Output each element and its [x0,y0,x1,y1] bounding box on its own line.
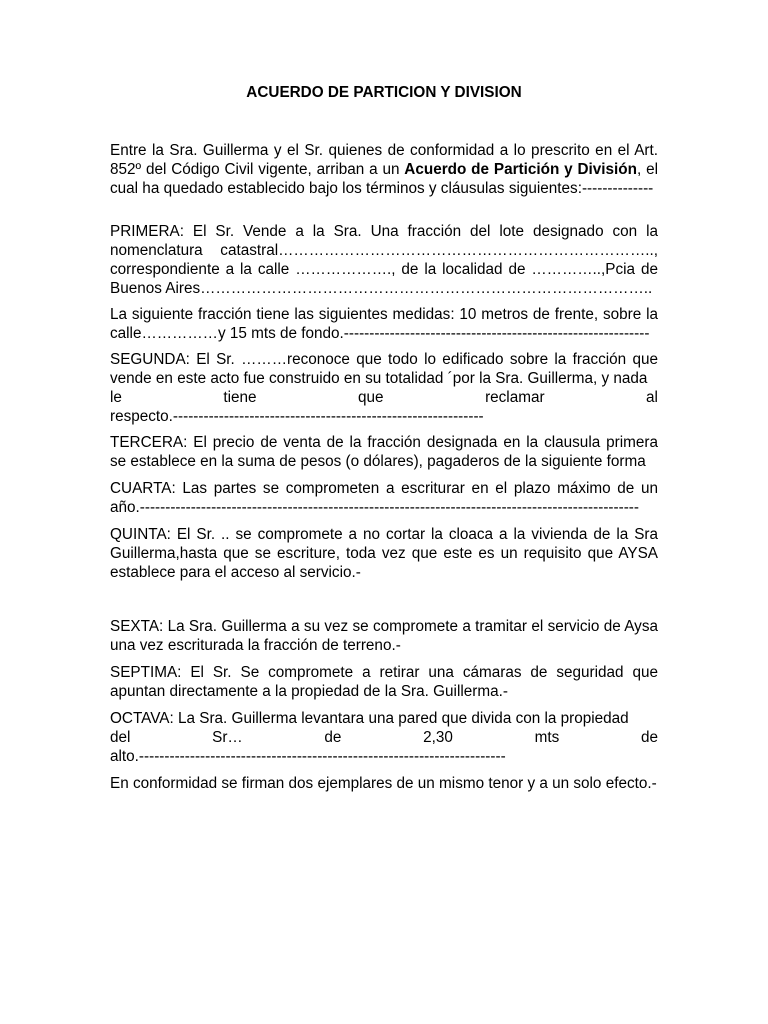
octava-line: OCTAVA: La Sra. Guillerma levantara una pared que divida con la propiedad [110,710,629,727]
octava-justified-line [110,728,658,747]
segunda-word: reclamar [485,389,545,406]
clause-primera: PRIMERA: El Sr. Vende a la Sra. Una fracción del lote designado con la nomenclatura catastral……………………………………………………………….., correspondiente a la calle ………………., de la localidad de …………..,Pcia de Buenos Aires…………………………………………………………………………….. [110,223,658,297]
segunda-tail: respecto.------------------------------------------------------------- [110,408,484,425]
clause-medidas: La siguiente fracción tiene las siguientes medidas: 10 metros de frente, sobre la calle……………y 15 mts de fondo.------------------------------------------------------------ [110,306,658,342]
document-title: ACUERDO DE PARTICION Y DIVISION [246,84,522,101]
octava-word: de [640,729,658,746]
octava-word: 2,30 [423,729,453,746]
clause-segunda [110,350,658,426]
clause-sexta: SEXTA: La Sra. Guillerma a su vez se compromete a tramitar el servicio de Aysa una vez escriturada la fracción de terreno.- [110,618,658,654]
segunda-justified-line [110,388,658,407]
intro-paragraph [110,141,658,198]
clause-octava [110,709,658,766]
intro-text-end: , el cual ha quedado establecido bajo los términos y cláusulas siguientes:-------------- [110,161,659,197]
octava-tail: alto.------------------------------------------------------------------------ [110,748,506,765]
segunda-body: SEGUNDA: El Sr. ………reconoce que todo lo edificado sobre la fracción que vende en este acto fue construido en su totalidad ´por la Sra. Guillerma, y nada [110,351,658,387]
intro-bold-text: Acuerdo de Partición y División [404,161,638,178]
octava-word: de [324,729,342,746]
clause-cuarta: CUARTA: Las partes se comprometen a escriturar en el plazo máximo de un año.-------------------------------------------------------------------------------------------------- [110,480,658,516]
octava-word: del [110,729,131,746]
segunda-word: tiene [223,389,257,406]
clause-quinta: QUINTA: El Sr. .. se compromete a no cortar la cloaca a la vivienda de la Sra Guillerma,hasta que se escriture, toda vez que este es un requisito que AYSA establece para el acceso al servicio.- [110,526,658,581]
intro-text: Entre la Sra. Guillerma y el Sr. quienes de conformidad a lo prescrito en el Art. 852º del Código Civil vigente, arriban a un [110,142,658,178]
segunda-word: que [358,389,384,406]
clause-septima: SEPTIMA: El Sr. Se compromete a retirar una cámaras de seguridad que apuntan directamente a la propiedad de la Sra. Guillerma.- [110,664,658,700]
octava-word: mts [534,729,560,746]
segunda-word: le [110,389,122,406]
closing-paragraph: En conformidad se firman dos ejemplares de un mismo tenor y a un solo efecto.- [110,775,657,792]
segunda-word: al [646,389,658,406]
octava-word: Sr… [212,729,243,746]
clause-tercera: TERCERA: El precio de venta de la fracción designada en la clausula primera se establece en la suma de pesos (o dólares), pagaderos de la siguiente forma [110,434,658,470]
